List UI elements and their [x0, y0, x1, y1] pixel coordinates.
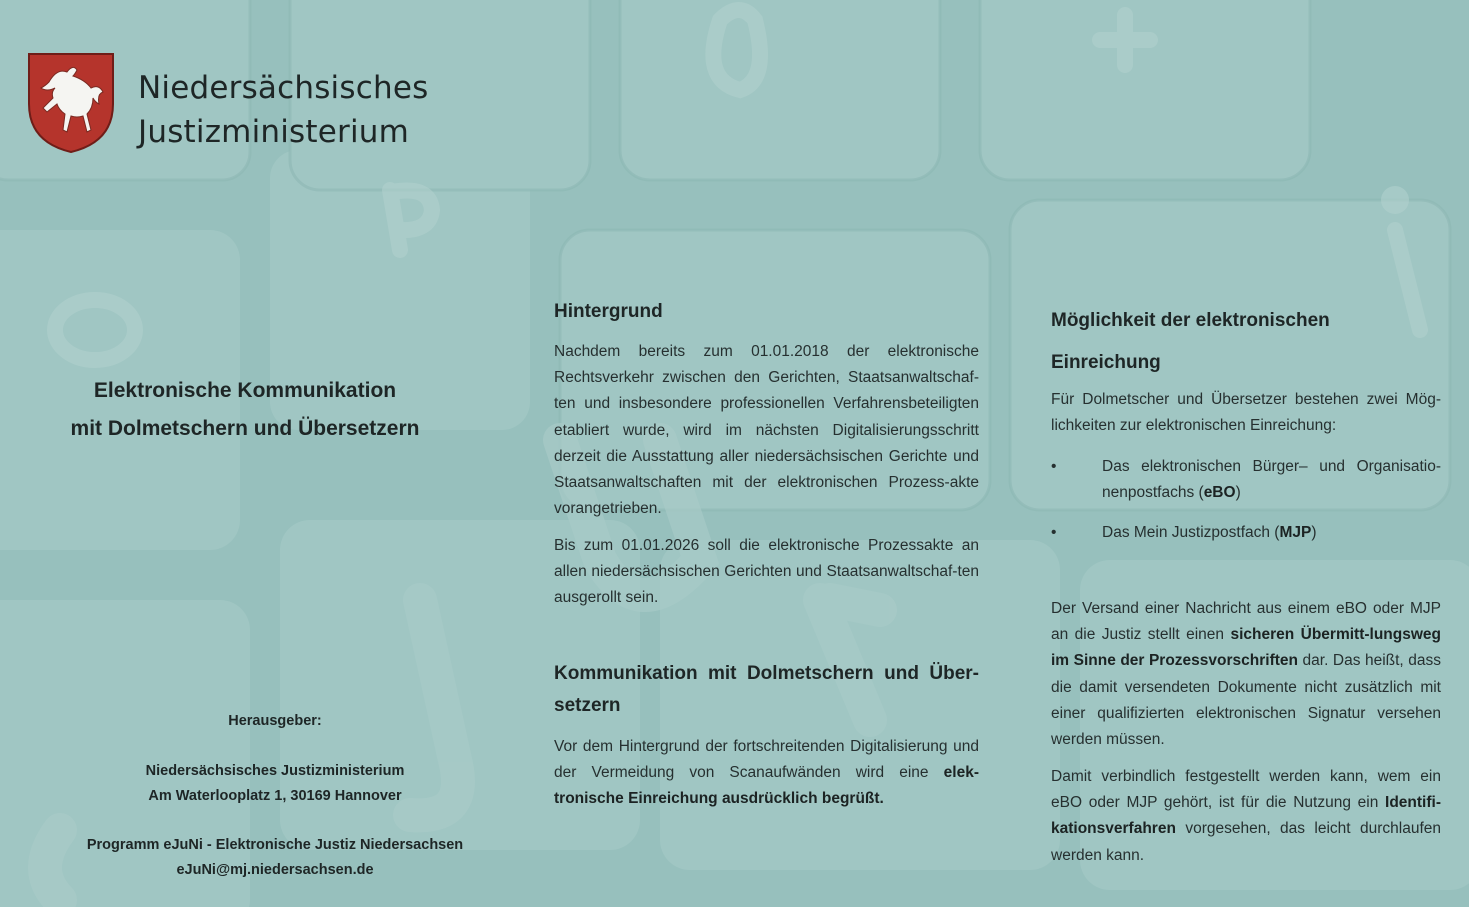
title-line-1: Elektronische Kommunikation [93, 379, 397, 402]
option-mjp-text: Das Mein Justizpostfach ( [1102, 524, 1280, 542]
title-line-2: mit Dolmetschern und Übersetzern [70, 417, 420, 440]
publisher-name: Niedersächsisches Justizministerium [145, 763, 405, 779]
paragraph-kommunikation-text: Vor dem Hintergrund der fortschreitenden Digitalisierung und der Vermeidung von Scanaufwänden wird eine [554, 738, 979, 782]
heading-hintergrund: Hintergrund [554, 301, 663, 322]
publisher-label: Herausgeber: [228, 713, 322, 729]
option-ebo-close: ) [1235, 484, 1241, 502]
brand-line-1: Niedersächsisches [138, 70, 429, 106]
brand-line-2: Justizministerium [138, 114, 410, 150]
list-item [1051, 520, 1441, 546]
heading-moeglichkeit: Möglichkeit der elektronischen Einreichung [1051, 310, 1330, 373]
option-mjp-close: ) [1311, 524, 1317, 542]
list-item [1051, 454, 1441, 506]
bullet-icon: • [1051, 524, 1057, 542]
paragraph-versand [1051, 596, 1441, 753]
publisher-address: Am Waterlooplatz 1, 30169 Hannover [148, 788, 402, 804]
submission-options-list [1051, 454, 1441, 561]
versand-emphasis: sicheren Übermitt-lungsweg im Sinne der Prozessvorschriften [1051, 626, 1441, 670]
heading-kommunikation: Kommunikation mit Dolmetschern und Über-setzern [554, 663, 979, 716]
ministry-wordmark [138, 66, 428, 154]
paragraph-background-2: Bis zum 01.01.2026 soll die elektronische Prozessakte an allen niedersächsischen Gerichten und Staatsanwaltschaf-ten ausgerollt sein. [554, 537, 979, 607]
option-ebo-text: Das elektronischen Bürger– und Organisatio-nenpostfachs ( [1102, 458, 1441, 502]
identifikation-text-end: vorgesehen, das leicht durchlaufen werden kann. [1051, 820, 1441, 864]
program-name: Programm eJuNi - Elektronische Justiz Niedersachsen [86, 837, 464, 853]
publisher-block [40, 709, 510, 883]
identifikation-emphasis: Identifi-kationsverfahren [1051, 794, 1441, 838]
option-ebo-abbr: eBO [1203, 484, 1236, 502]
versand-text-end: dar. Das heißt, dass die damit versendeten Dokumente nicht zusätzlich mit einer qualifizierten elektronischen Signatur versehen werden müssen. [1051, 652, 1441, 749]
paragraph-background-1: Nachdem bereits zum 01.01.2018 der elektronische Rechtsverkehr zwischen den Gerichten, Staatsanwaltschaf-ten und insbesondere professionellen Verfahrensbeteiligten etabliert wurde, wird im nächsten Digitalisierungsschritt derzeit die Ausstattung aller niedersächsischen Gerichte und Staatsanwaltschaften mit der elektronischen Prozess-akte vorangetrieben. [554, 343, 979, 518]
option-mjp-abbr: MJP [1279, 524, 1312, 542]
niedersachsen-crest-logo [27, 52, 115, 154]
contact-email: eJuNi@mj.niedersachsen.de [176, 862, 374, 878]
bullet-icon: • [1051, 458, 1057, 475]
versand-text-start: Der Versand einer Nachricht aus einem eBO oder MJP an die Justiz stellt einen [1051, 600, 1441, 644]
identifikation-text-start: Damit verbindlich festgestellt werden kann, wem ein eBO oder MJP gehört, ist für die Nutzung ein [1051, 768, 1441, 812]
brochure-title [20, 372, 470, 448]
paragraph-intro: Für Dolmetscher und Übersetzer bestehen zwei Mög-lichkeiten zur elektronischen Einreichung: [1051, 391, 1441, 435]
paragraph-kommunikation-emphasis: elek-tronische Einreichung ausdrücklich begrüßt. [554, 764, 979, 808]
paragraph-kommunikation [554, 734, 979, 813]
paragraph-identifikation [1051, 764, 1441, 869]
